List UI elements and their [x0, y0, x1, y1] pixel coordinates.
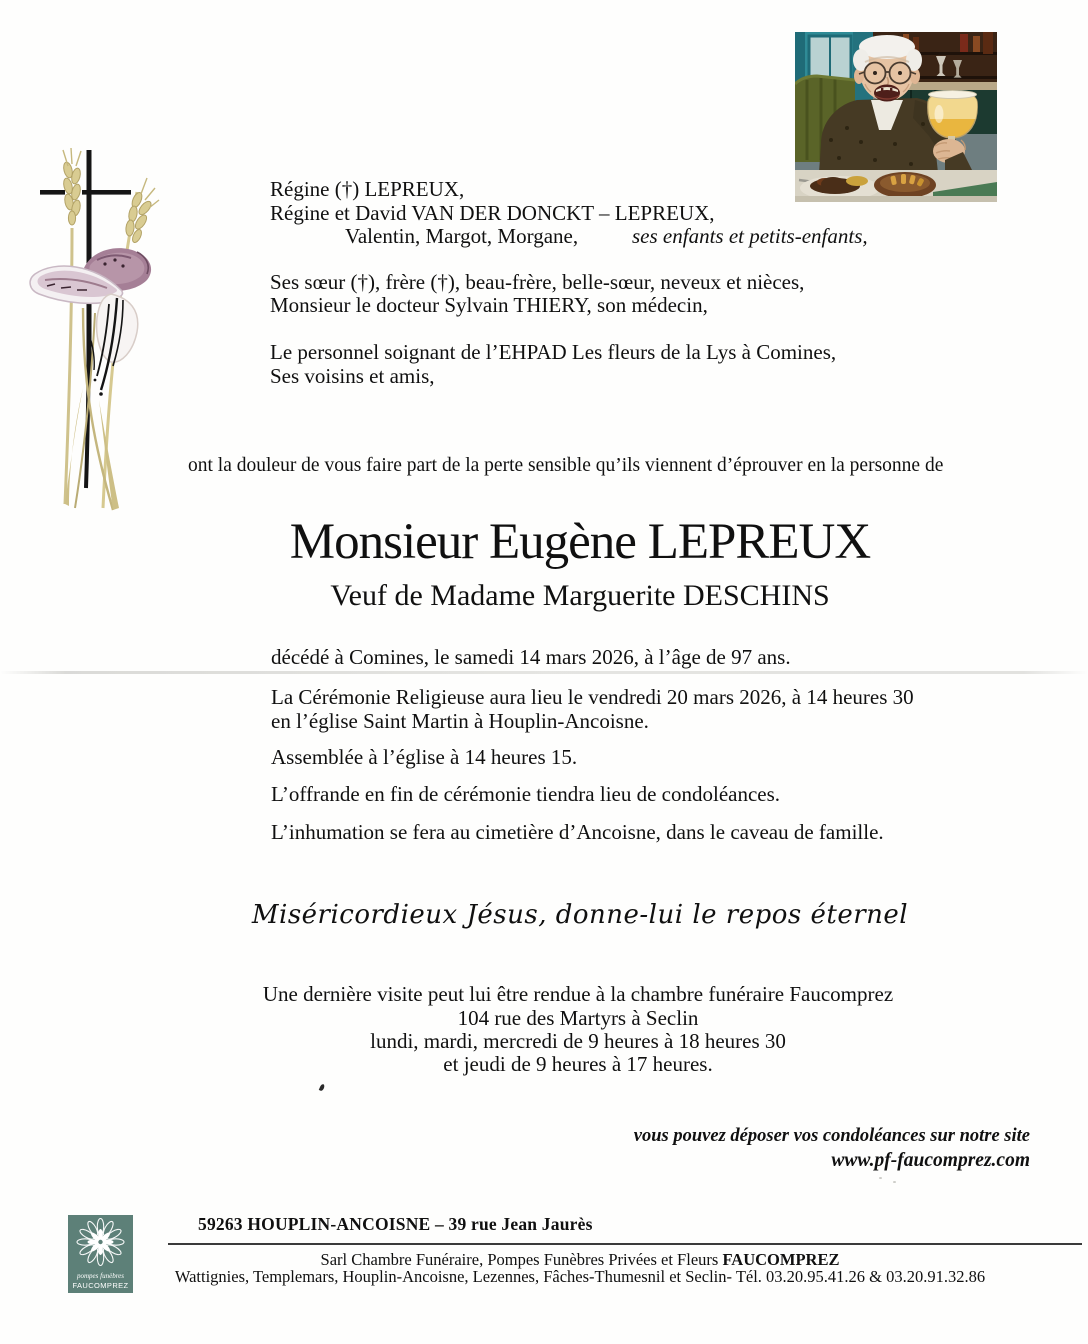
- footer-address: 59263 HOUPLIN-ANCOISNE – 39 rue Jean Jaurès: [198, 1214, 593, 1234]
- footer-company-name: FAUCOMPREZ: [722, 1250, 840, 1269]
- family-line-6: Le personnel soignant de l’EHPAD Les fleurs de la Lys à Comines,: [270, 340, 837, 364]
- death-line: décédé à Comines, le samedi 14 mars 2026, à l’âge de 97 ans.: [271, 645, 791, 669]
- condolences-note: vous pouvez déposer vos condoléances sur notre site: [633, 1126, 1030, 1146]
- scan-artifact-speck: [319, 1083, 326, 1091]
- family-line-5: Monsieur le docteur Sylvain THIERY, son médecin,: [270, 293, 708, 317]
- portrait-photo: [795, 32, 997, 202]
- ceremony-line-2: en l’église Saint Martin à Houplin-Ancoisne.: [271, 709, 649, 733]
- visit-line-1: Une dernière visite peut lui être rendue à la chambre funéraire Faucomprez: [262, 982, 894, 1006]
- scan-artifact-dot: [879, 1177, 882, 1179]
- family-line-1: Régine (†) LEPREUX,: [270, 177, 465, 201]
- ceremony-line-1: La Cérémonie Religieuse aura lieu le vendredi 20 mars 2026, à 14 heures 30: [271, 685, 914, 709]
- family-line-3-names: Valentin, Margot, Morgane,: [345, 224, 579, 248]
- scan-artifact-dot: [893, 1181, 896, 1183]
- family-line-2: Régine et David VAN DER DONCKT – LEPREUX,: [270, 201, 715, 225]
- footer-company-prefix: Sarl Chambre Funéraire, Pompes Funèbres Privées et Fleurs: [320, 1250, 723, 1269]
- family-line-3-relation: ses enfants et petits-enfants,: [632, 224, 868, 248]
- cross-lily-illustration: [25, 148, 205, 516]
- faucomprez-logo: [68, 1215, 133, 1293]
- visit-line-4: et jeudi de 9 heures à 17 heures.: [443, 1052, 713, 1076]
- cross-icon: [25, 148, 205, 516]
- intro-line: ont la douleur de vous faire part de la perte sensible qu’ils viennent d’éprouver en la personne de: [188, 455, 944, 476]
- offering-line: L’offrande en fin de cérémonie tiendra lieu de condoléances.: [271, 782, 781, 806]
- website-url: www.pf-faucomprez.com: [831, 1150, 1030, 1171]
- prayer-line: Miséricordieux Jésus, donne-lui le repos éternel: [251, 900, 909, 930]
- footer-locations: Wattignies, Templemars, Houplin-Ancoisne, Lezennes, Fâches-Thumesnil et Seclin- Tél. 03.20.95.41.26 & 03.20.91.32.86: [174, 1267, 986, 1286]
- deceased-name: Monsieur Eugène LEPREUX: [289, 514, 871, 570]
- portrait-photo-image: [795, 32, 997, 202]
- family-line-7: Ses voisins et amis,: [270, 364, 435, 388]
- family-line-4: Ses sœur (†), frère (†), beau-frère, belle-sœur, neveux et nièces,: [270, 270, 805, 294]
- faucomprez-logo-icon: [68, 1215, 133, 1293]
- logo-script-text: pompes funèbres: [77, 1272, 124, 1280]
- deceased-subtitle: Veuf de Madame Marguerite DESCHINS: [330, 579, 830, 612]
- visit-line-3: lundi, mardi, mercredi de 9 heures à 18 heures 30: [370, 1029, 786, 1053]
- assembly-line: Assemblée à l’église à 14 heures 15.: [271, 745, 578, 769]
- burial-line: L’inhumation se fera au cimetière d’Ancoisne, dans le caveau de famille.: [271, 820, 884, 844]
- scan-artifact-line: [0, 671, 1088, 674]
- footer-divider: [168, 1243, 1082, 1245]
- logo-name-text: FAUCOMPREZ: [72, 1281, 129, 1290]
- visit-line-2: 104 rue des Martyrs à Seclin: [457, 1006, 699, 1030]
